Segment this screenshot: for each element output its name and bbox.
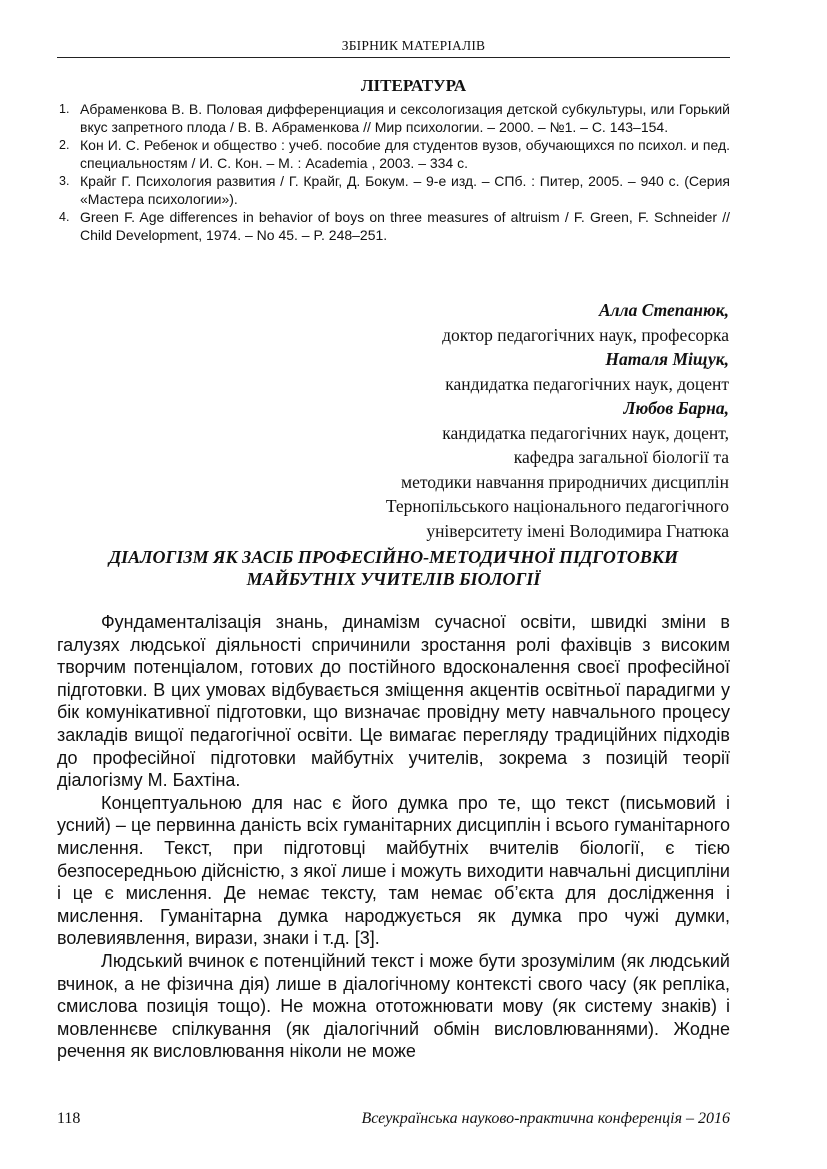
- body-paragraph: Концептуальною для нас є його думка про те, що текст (письмовий і усний) – це первинна даність всіх гуманітарних дисциплін і всього гуманітарного мислення. Текст, при підготовці майбутніх вчителів біології, є тією безпосередньою дійсністю, з якої лише і можуть виходити навчальні дисципліни і це є мислення. Де немає тексту, там немає об’єкта для дослідження і мислення. Гуманітарна думка народжується як думка про чужі думки, волевиявлення, вирази, знаки і т.д. [3].: [57, 792, 730, 949]
- reference-item: [57, 100, 730, 136]
- author-name: Наталя Міщук,: [605, 349, 729, 369]
- author-position: доктор педагогічних наук, професорка: [442, 324, 729, 345]
- body-paragraph: Людський вчинок є потенційний текст і може бути зрозумілим (як людський вчинок, а не фізична дія) лише в діалогічному контексті свого часу (як репліка, смислова позиція тощо). Не можна ототожнювати мову (як систему знаків) і мовленнєве спілкування (як діалогічний обмін висловлюваннями). Жодне речення як висловлювання ніколи не може: [57, 950, 730, 1062]
- author-name: Любов Барна,: [623, 398, 729, 418]
- reference-item: [57, 172, 730, 208]
- reference-number: 2.: [59, 138, 70, 152]
- reference-list: [57, 100, 730, 244]
- page-number: 118: [57, 1110, 81, 1127]
- article-body: [57, 611, 730, 1063]
- author-position: кандидатка педагогічних наук, доцент,: [442, 422, 729, 443]
- author-name: Алла Степанюк,: [598, 300, 729, 320]
- author-position: кандидатка педагогічних наук, доцент: [445, 373, 729, 394]
- affiliation-line: методики навчання природничих дисциплін: [401, 471, 729, 492]
- affiliation-line: кафедра загальної біології та: [513, 447, 729, 467]
- affiliation-line: університету імені Володимира Гнатюка: [426, 520, 729, 541]
- reference-number: 1.: [59, 102, 70, 116]
- conference-footer: Всеукраїнська науково-практична конференція – 2016: [361, 1110, 730, 1127]
- reference-text: Кон И. С. Ребенок и общество : учеб. пособие для студентов вузов, обучающихся по психол. и пед. специальностям / И. С. Кон. – М. : Academia , 2003. – 334 с.: [80, 137, 730, 171]
- author-block: [300, 298, 729, 543]
- article-title: [57, 546, 730, 590]
- reference-number: 4.: [59, 210, 70, 224]
- reference-item: [57, 208, 730, 244]
- article-title-line: ДІАЛОГІЗМ ЯК ЗАСІБ ПРОФЕСІЙНО-МЕТОДИЧНОЇ ПІДГОТОВКИ: [108, 547, 679, 567]
- reference-number: 3.: [59, 174, 70, 188]
- header-rule: [57, 57, 730, 58]
- reference-item: [57, 136, 730, 172]
- article-title-line: МАЙБУТНІХ УЧИТЕЛІВ БІОЛОГІЇ: [246, 569, 541, 589]
- running-header: ЗБІРНИК МАТЕРІАЛІВ: [341, 38, 486, 53]
- affiliation-line: Тернопільського національного педагогічного: [385, 496, 729, 516]
- reference-text: Крайг Г. Психология развития / Г. Крайг, Д. Бокум. – 9-е изд. – СПб. : Питер, 2005. – 940 с. (Серия «Мастера психологии»).: [80, 173, 730, 207]
- reference-text: Абраменкова В. В. Половая дифференциация и сексологизация детской субкультуры, или Горький вкус запретного плода / В. В. Абраменкова // Мир психологии. – 2000. – №1. – С. 143–154.: [80, 101, 730, 135]
- reference-text: Green F. Age differences in behavior of boys on three measures of altruism / F. Green, F. Schneider // Child Development, 1974. – No 45. – P. 248–251.: [80, 209, 730, 243]
- body-paragraph: Фундаменталізація знань, динамізм сучасної освіти, швидкі зміни в галузях людської діяльності спричинили зростання ролі фахівців з високим творчим потенціалом, готових до постійного вдосконалення своєї професійної підготовки. В цих умовах відбувається зміщення акцентів освітньої парадигми у бік комунікативної підготовки, що визначає провідну мету навчального процесу закладів вищої педагогічної освіти. Це вимагає перегляду традиційних підходів до професійної підготовки майбутніх учителів, зокрема з позицій теорії діалогізму М. Бахтіна.: [57, 612, 730, 791]
- literature-heading: ЛІТЕРАТУРА: [360, 76, 467, 95]
